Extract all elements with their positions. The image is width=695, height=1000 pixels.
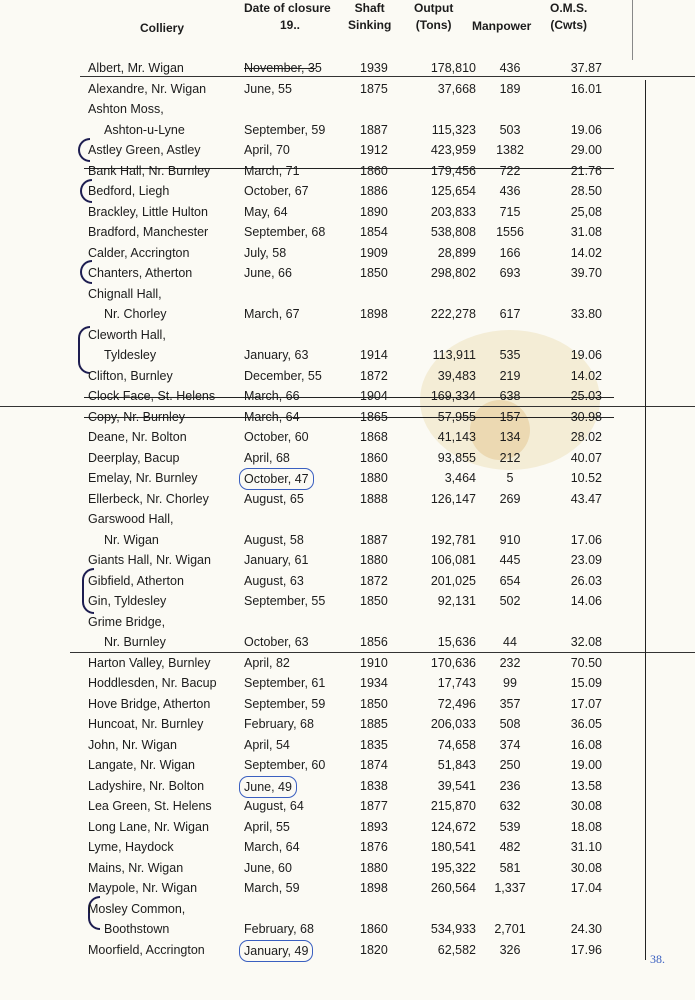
shaft-sinking-year: 1880: [360, 471, 388, 485]
table-row: [0, 243, 695, 263]
manpower-count: 99: [503, 676, 517, 690]
shaft-sinking-year: 1850: [360, 696, 388, 711]
oms-cwts: 30.98: [570, 409, 602, 424]
shaft-sinking-year: 1887: [360, 122, 388, 137]
output-tons: 423,959: [430, 143, 476, 157]
output-tons: 3,464: [444, 471, 476, 485]
table-row: [0, 222, 695, 242]
table-row: [0, 878, 695, 898]
table-row: [0, 58, 695, 78]
manpower-count: 250: [499, 758, 521, 772]
table-row: [0, 817, 695, 837]
output-tons: 179,456: [430, 163, 476, 178]
colliery-name: Langate, Nr. Wigan: [88, 758, 196, 772]
manpower-count: 5: [506, 471, 514, 485]
header-oms: O.M.S. (Cwts): [550, 1, 588, 32]
oms-cwts: 33.80: [570, 307, 602, 321]
oms-cwts: 17.04: [570, 881, 602, 895]
oms-cwts: 21.76: [570, 163, 602, 178]
colliery-name: Mosley Common,: [88, 901, 186, 916]
manpower-count: 1556: [496, 225, 524, 239]
closure-date: September, 61: [244, 676, 326, 690]
table-row: [0, 673, 695, 693]
colliery-name: Long Lane, Nr. Wigan: [88, 819, 209, 834]
oms-cwts: 14.02: [570, 368, 602, 383]
table-row: [0, 407, 695, 427]
manpower-count: 189: [499, 81, 521, 96]
shaft-sinking-year: 1939: [360, 61, 388, 75]
output-tons: 15,636: [437, 635, 476, 649]
header-shaft-sinking: Shaft Sinking: [348, 1, 392, 32]
closure-date: June, 55: [244, 81, 292, 96]
output-tons: 72,496: [437, 696, 476, 711]
oms-cwts: 14.06: [570, 594, 602, 608]
table-row: [0, 345, 695, 365]
oms-cwts: 17.06: [570, 532, 602, 547]
manpower-count: 357: [499, 696, 521, 711]
manpower-count: 445: [499, 553, 521, 567]
closure-date: May, 64: [244, 204, 288, 219]
oms-cwts: 16.01: [570, 81, 602, 96]
closure-date: April, 70: [244, 143, 290, 157]
manpower-count: 581: [499, 860, 521, 875]
oms-cwts: 28.02: [570, 430, 602, 444]
output-tons: 115,323: [431, 122, 476, 137]
shaft-sinking-year: 1835: [360, 737, 388, 752]
header-output: Output (Tons): [414, 1, 454, 32]
output-tons: 203,833: [430, 204, 476, 219]
manpower-count: 502: [499, 594, 521, 608]
output-tons: 39,483: [437, 368, 476, 383]
colliery-name: Bradford, Manchester: [88, 225, 209, 239]
closure-date: February, 68: [244, 717, 314, 731]
shaft-sinking-year: 1856: [360, 635, 388, 649]
closure-date: March, 67: [244, 307, 300, 321]
oms-cwts: 39.70: [570, 266, 602, 280]
oms-cwts: 17.96: [570, 942, 602, 957]
table-row: [0, 427, 695, 447]
shaft-sinking-year: 1888: [360, 491, 388, 506]
oms-cwts: 26.03: [570, 573, 602, 588]
output-tons: 51,843: [437, 758, 476, 772]
shaft-sinking-year: 1865: [360, 409, 388, 424]
output-tons: 93,855: [437, 450, 476, 465]
manpower-count: 374: [499, 737, 521, 752]
manpower-count: 617: [499, 307, 521, 321]
oms-cwts: 28.50: [570, 184, 602, 198]
colliery-name: Huncoat, Nr. Burnley: [88, 717, 204, 731]
closure-date: December, 55: [244, 368, 322, 383]
colliery-name: Astley Green, Astley: [88, 143, 201, 157]
closure-date: March, 64: [244, 409, 300, 424]
closure-date: April, 55: [244, 819, 290, 834]
table-row: [0, 79, 695, 99]
manpower-count: 482: [499, 840, 521, 854]
oms-cwts: 25,08: [570, 204, 602, 219]
table-row: [0, 612, 695, 632]
closure-date: March, 59: [244, 881, 300, 895]
shaft-sinking-year: 1887: [360, 532, 388, 547]
colliery-name: Mains, Nr. Wigan: [88, 860, 184, 875]
oms-cwts: 14.02: [570, 245, 602, 260]
table-row: [0, 796, 695, 816]
closure-date: October, 67: [244, 184, 309, 198]
shaft-sinking-year: 1850: [360, 266, 388, 280]
table-row: [0, 919, 695, 939]
closure-date: April, 54: [244, 737, 290, 752]
shaft-sinking-year: 1886: [360, 184, 388, 198]
shaft-sinking-year: 1890: [360, 204, 388, 219]
manpower-count: 715: [499, 204, 521, 219]
manpower-count: 157: [499, 409, 521, 424]
shaft-sinking-year: 1860: [360, 450, 388, 465]
colliery-name: Gibfield, Atherton: [88, 573, 184, 588]
oms-cwts: 23.09: [570, 553, 602, 567]
output-tons: 28,899: [437, 245, 476, 260]
closure-date: September, 68: [244, 225, 326, 239]
colliery-name: Albert, Mr. Wigan: [88, 61, 184, 75]
oms-cwts: 10.52: [570, 471, 602, 485]
oms-cwts: 40.07: [570, 450, 602, 465]
output-tons: 125,654: [430, 184, 476, 198]
table-row: [0, 530, 695, 550]
oms-cwts: 37.87: [570, 61, 602, 75]
table-row: [0, 181, 695, 201]
shaft-sinking-year: 1868: [360, 430, 388, 444]
output-tons: 206,033: [430, 717, 476, 731]
table-row: [0, 509, 695, 529]
colliery-name: Tyldesley: [104, 348, 157, 362]
table-row: [0, 940, 695, 960]
manpower-count: 44: [503, 635, 517, 649]
manpower-count: 503: [499, 122, 521, 137]
table-row: [0, 120, 695, 140]
colliery-name: Clock Face, St. Helens: [88, 389, 216, 403]
header-date-of-closure: Date of closure 19..: [244, 1, 331, 32]
closure-date: February, 68: [244, 922, 314, 936]
manpower-count: 539: [499, 819, 521, 834]
page-number: 38.: [650, 952, 665, 966]
table-row: [0, 550, 695, 570]
oms-cwts: 24.30: [570, 922, 602, 936]
colliery-name: Grime Bridge,: [88, 614, 166, 629]
output-tons: 215,870: [430, 799, 476, 813]
manpower-count: 1382: [496, 143, 524, 157]
colliery-name: Alexandre, Nr. Wigan: [88, 81, 207, 96]
closure-date: March, 66: [244, 389, 300, 403]
output-tons: 534,933: [430, 922, 476, 936]
closure-date: April, 82: [244, 655, 290, 670]
output-tons: 195,322: [430, 860, 476, 875]
table-row: [0, 755, 695, 775]
table-row: [0, 99, 695, 119]
manpower-count: 654: [499, 573, 521, 588]
manpower-count: 1,337: [494, 881, 526, 895]
oms-cwts: 18.08: [570, 819, 602, 834]
manpower-count: 535: [499, 348, 521, 362]
header-colliery: Colliery: [140, 21, 185, 35]
shaft-sinking-year: 1874: [360, 758, 388, 772]
oms-cwts: 19.00: [570, 758, 602, 772]
oms-cwts: 13.58: [570, 778, 602, 793]
table-row: [0, 386, 695, 406]
shaft-sinking-year: 1854: [360, 225, 388, 239]
table-row: [0, 468, 695, 488]
manpower-count: 722: [499, 163, 521, 178]
oms-cwts: 19.06: [570, 348, 602, 362]
closure-date: September, 59: [244, 122, 326, 137]
manpower-count: 326: [499, 942, 521, 957]
output-tons: 37,668: [437, 81, 476, 96]
colliery-name: Emelay, Nr. Burnley: [88, 471, 198, 485]
shaft-sinking-year: 1934: [360, 676, 388, 690]
closure-date: September, 60: [244, 758, 326, 772]
output-tons: 170,636: [430, 655, 476, 670]
table-row: [0, 776, 695, 796]
output-tons: 222,278: [430, 307, 476, 321]
closure-date: August, 63: [244, 573, 304, 588]
output-tons: 192,781: [430, 532, 476, 547]
oms-cwts: 19.06: [570, 122, 602, 137]
colliery-name: Ellerbeck, Nr. Chorley: [88, 491, 209, 506]
closure-date: September, 59: [244, 696, 326, 711]
shaft-sinking-year: 1910: [360, 655, 388, 670]
shaft-sinking-year: 1909: [360, 245, 388, 260]
colliery-name: Cleworth Hall,: [88, 327, 166, 342]
table-row: [0, 202, 695, 222]
table-row: [0, 714, 695, 734]
colliery-name: Gin, Tyldesley: [88, 594, 167, 608]
shaft-sinking-year: 1872: [360, 573, 388, 588]
oms-cwts: 16.08: [570, 737, 602, 752]
oms-cwts: 25.03: [570, 389, 602, 403]
output-tons: 92,131: [437, 594, 476, 608]
oms-cwts: 29.00: [570, 143, 602, 157]
oms-cwts: 36.05: [570, 717, 602, 731]
colliery-name: Deerplay, Bacup: [88, 450, 180, 465]
closure-date: November, 35: [244, 61, 322, 75]
table-row: [0, 591, 695, 611]
output-tons: 39,541: [437, 778, 476, 793]
oms-cwts: 17.07: [570, 696, 602, 711]
output-tons: 126,147: [430, 491, 476, 506]
colliery-name: Bedford, Liegh: [88, 184, 170, 198]
manpower-count: 232: [499, 655, 521, 670]
table-row: [0, 366, 695, 386]
output-tons: 260,564: [430, 881, 476, 895]
colliery-name: Bank Hall, Nr. Burnley: [88, 163, 211, 178]
closure-date: January, 49: [239, 940, 313, 962]
shaft-sinking-year: 1914: [360, 348, 388, 362]
output-tons: 17,743: [437, 676, 476, 690]
colliery-name: Calder, Accrington: [88, 245, 190, 260]
manpower-count: 693: [499, 266, 521, 280]
manpower-count: 436: [499, 61, 521, 75]
table-row: [0, 735, 695, 755]
colliery-name: Lyme, Haydock: [88, 840, 174, 854]
colliery-name: Lea Green, St. Helens: [88, 799, 212, 813]
output-tons: 113,911: [432, 348, 476, 362]
manpower-count: 638: [499, 389, 521, 403]
colliery-name: Ladyshire, Nr. Bolton: [88, 778, 205, 793]
output-tons: 180,541: [430, 840, 476, 854]
table-row: [0, 694, 695, 714]
table-row: [0, 632, 695, 652]
output-tons: 538,808: [430, 225, 476, 239]
manpower-count: 910: [499, 532, 521, 547]
closure-date: October, 47: [239, 468, 314, 490]
table-row: [0, 284, 695, 304]
shaft-sinking-year: 1860: [360, 163, 388, 178]
closure-date: June, 60: [244, 860, 292, 875]
output-tons: 178,810: [430, 61, 476, 75]
table-row: [0, 837, 695, 857]
output-tons: 57,955: [437, 409, 476, 424]
colliery-name: Nr. Chorley: [104, 307, 167, 321]
colliery-name: Nr. Burnley: [104, 635, 166, 649]
shaft-sinking-year: 1877: [360, 799, 388, 813]
oms-cwts: 31.08: [570, 225, 602, 239]
oms-cwts: 31.10: [570, 840, 602, 854]
colliery-name: Ashton Moss,: [88, 102, 164, 116]
colliery-name: John, Nr. Wigan: [88, 737, 177, 752]
colliery-name: Copy, Nr. Burnley: [88, 409, 186, 424]
closure-date: March, 64: [244, 840, 300, 854]
manpower-count: 166: [499, 245, 521, 260]
closure-date: October, 63: [244, 635, 309, 649]
shaft-sinking-year: 1893: [360, 819, 388, 834]
closure-date: June, 66: [244, 266, 292, 280]
shaft-sinking-year: 1850: [360, 594, 388, 608]
colliery-name: Harton Valley, Burnley: [88, 655, 211, 670]
colliery-name: Chanters, Atherton: [88, 266, 193, 280]
closure-date: July, 58: [244, 245, 287, 260]
table-row: [0, 858, 695, 878]
output-tons: 201,025: [430, 573, 476, 588]
colliery-name: Nr. Wigan: [104, 532, 159, 547]
closure-date: June, 49: [239, 776, 297, 798]
closure-date: August, 65: [244, 491, 304, 506]
oms-cwts: 70.50: [570, 655, 602, 670]
colliery-name: Brackley, Little Hulton: [88, 204, 208, 219]
closure-date: March, 71: [244, 163, 300, 178]
shaft-sinking-year: 1880: [360, 553, 388, 567]
manpower-count: 436: [499, 184, 521, 198]
table-row: [0, 571, 695, 591]
colliery-name: Boothstown: [104, 922, 170, 936]
manpower-count: 508: [499, 717, 521, 731]
shaft-sinking-year: 1820: [360, 942, 388, 957]
manpower-count: 219: [499, 368, 521, 383]
table-row: [0, 263, 695, 283]
output-tons: 298,802: [430, 266, 476, 280]
table-row: [0, 448, 695, 468]
colliery-name: Hove Bridge, Atherton: [88, 696, 211, 711]
colliery-name: Clifton, Burnley: [88, 368, 173, 383]
margin-pen-line: [632, 0, 633, 60]
oms-cwts: 30.08: [570, 799, 602, 813]
output-tons: 41,143: [437, 430, 476, 444]
shaft-sinking-year: 1885: [360, 717, 388, 731]
colliery-name: Hoddlesden, Nr. Bacup: [88, 676, 217, 690]
table-row: [0, 161, 695, 181]
manpower-count: 134: [499, 430, 521, 444]
table-row: [0, 899, 695, 919]
shaft-sinking-year: 1880: [360, 860, 388, 875]
shaft-sinking-year: 1876: [360, 840, 388, 854]
manpower-count: 212: [499, 450, 521, 465]
oms-cwts: 30.08: [570, 860, 602, 875]
shaft-sinking-year: 1904: [360, 389, 388, 403]
shaft-sinking-year: 1872: [360, 368, 388, 383]
colliery-name: Maypole, Nr. Wigan: [88, 881, 198, 895]
manpower-count: 2,701: [494, 922, 526, 936]
shaft-sinking-year: 1838: [360, 778, 388, 793]
closure-date: January, 63: [244, 348, 309, 362]
colliery-name: Ashton-u-Lyne: [104, 122, 185, 137]
output-tons: 106,081: [430, 553, 476, 567]
closure-date: January, 61: [244, 553, 309, 567]
output-tons: 62,582: [437, 942, 476, 957]
closure-date: April, 68: [244, 450, 290, 465]
shaft-sinking-year: 1898: [360, 307, 388, 321]
shaft-sinking-year: 1898: [360, 881, 388, 895]
output-tons: 74,658: [437, 737, 476, 752]
shaft-sinking-year: 1875: [360, 81, 388, 96]
closure-date: September, 55: [244, 594, 326, 608]
output-tons: 124,672: [430, 819, 476, 834]
table-row: [0, 653, 695, 673]
closure-date: August, 64: [244, 799, 304, 813]
closure-date: August, 58: [244, 532, 304, 547]
table-row: [0, 489, 695, 509]
colliery-name: Chignall Hall,: [88, 286, 162, 301]
manpower-count: 632: [499, 799, 521, 813]
colliery-name: Garswood Hall,: [88, 512, 174, 526]
colliery-name: Giants Hall, Nr. Wigan: [88, 553, 211, 567]
output-tons: 169,334: [430, 389, 476, 403]
table-row: [0, 304, 695, 324]
header-manpower: Manpower: [472, 19, 532, 33]
manpower-count: 236: [499, 778, 521, 793]
oms-cwts: 32.08: [570, 635, 602, 649]
shaft-sinking-year: 1860: [360, 922, 388, 936]
colliery-name: Deane, Nr. Bolton: [88, 430, 187, 444]
oms-cwts: 43.47: [570, 491, 602, 506]
oms-cwts: 15.09: [570, 676, 602, 690]
table-row: [0, 140, 695, 160]
manpower-count: 269: [499, 491, 521, 506]
table-row: [0, 325, 695, 345]
colliery-name: Moorfield, Accrington: [88, 942, 205, 957]
closure-date: October, 60: [244, 430, 309, 444]
shaft-sinking-year: 1912: [360, 143, 388, 157]
